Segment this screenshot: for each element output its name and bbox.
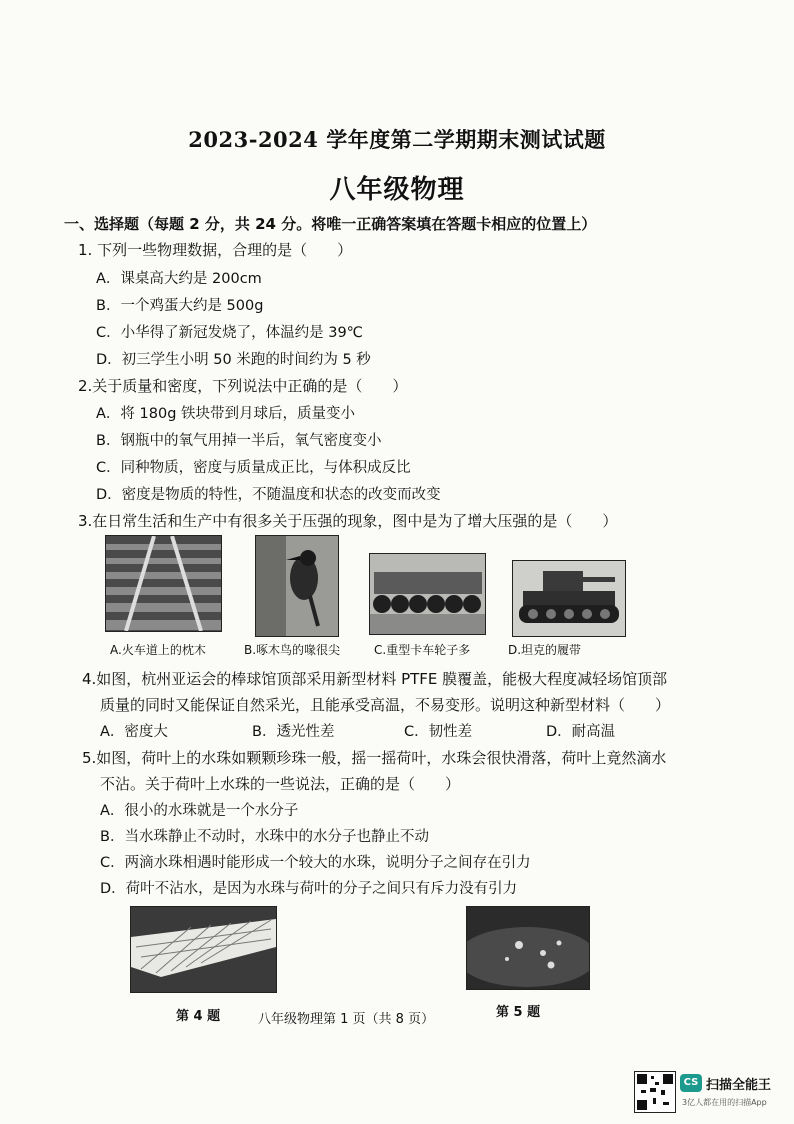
question-5-stem-line2: 不沾。关于荷叶上水珠的一些说法，正确的是（ ） bbox=[100, 775, 461, 793]
railway-sleepers-photo bbox=[105, 535, 222, 632]
question-1-option-c: C．小华得了新冠发烧了，体温约是 39℃ bbox=[96, 325, 363, 341]
question-5-option-b: B．当水珠静止不动时，水珠中的水分子也静止不动 bbox=[100, 829, 429, 845]
question-2-option-a: A．将 180g 铁块带到月球后，质量变小 bbox=[96, 406, 356, 422]
question-5-option-a: A．很小的水珠就是一个水分子 bbox=[100, 803, 299, 819]
scanner-logo: CS bbox=[680, 1074, 702, 1092]
caption-a: A.火车道上的枕木 bbox=[110, 643, 206, 657]
question-4-option-c: C．韧性差 bbox=[404, 724, 473, 740]
question-3-stem: 3.在日常生活和生产中有很多关于压强的现象，图中是为了增大压强的是（ ） bbox=[78, 512, 618, 530]
question-1-option-d: D．初三学生小明 50 米跑的时间约为 5 秒 bbox=[96, 352, 371, 368]
caption-b: B.啄木鸟的喙很尖 bbox=[244, 643, 341, 657]
question-5-stem-line1: 5.如图，荷叶上的水珠如颗颗珍珠一般，摇一摇荷叶，水珠会很快滑落，荷叶上竟然滴水 bbox=[82, 749, 667, 767]
heavy-truck-photo bbox=[369, 553, 486, 635]
caption-d: D.坦克的履带 bbox=[508, 643, 582, 657]
question-2-option-b: B．钢瓶中的氧气用掉一半后，氧气密度变小 bbox=[96, 433, 382, 449]
question-4-option-d: D．耐高温 bbox=[546, 724, 616, 740]
question-2-option-c: C．同种物质，密度与质量成正比，与体积成反比 bbox=[96, 460, 411, 476]
question-1-stem: 1. 下列一些物理数据，合理的是（ ） bbox=[78, 241, 353, 259]
section-heading: 一、选择题（每题 2 分，共 24 分。将唯一正确答案填在答题卡相应的位置上） bbox=[64, 215, 597, 233]
lotus-leaf-water-drops-photo bbox=[466, 906, 590, 990]
question-2-option-d: D．密度是物质的特性，不随温度和状态的改变而改变 bbox=[96, 487, 441, 503]
question-4-option-b: B．透光性差 bbox=[252, 724, 335, 740]
figure-5-label: 第 5 题 bbox=[496, 1005, 541, 1020]
scanner-tagline: 3亿人都在用的扫描App bbox=[682, 1098, 767, 1107]
figure-4-label: 第 4 题 bbox=[176, 1009, 221, 1024]
caption-c: C.重型卡车轮子多 bbox=[374, 643, 471, 657]
question-4-option-a: A．密度大 bbox=[100, 724, 168, 740]
exam-subtitle: 八年级物理 bbox=[329, 175, 465, 205]
question-2-stem: 2.关于质量和密度，下列说法中正确的是（ ） bbox=[78, 377, 408, 395]
stadium-roof-photo bbox=[130, 906, 277, 993]
question-1-option-a: A．课桌高大约是 200cm bbox=[96, 271, 262, 287]
woodpecker-photo bbox=[255, 535, 339, 637]
question-5-option-c: C．两滴水珠相遇时能形成一个较大的水珠，说明分子之间存在引力 bbox=[100, 855, 531, 871]
question-5-option-d: D．荷叶不沾水，是因为水珠与荷叶的分子之间只有斥力没有引力 bbox=[100, 881, 518, 897]
question-4-stem-line1: 4.如图，杭州亚运会的棒球馆顶部采用新型材料 PTFE 膜覆盖，能极大程度减轻场馆顶部 bbox=[82, 670, 668, 688]
question-1-option-b: B．一个鸡蛋大约是 500g bbox=[96, 298, 264, 314]
question-4-stem-line2: 质量的同时又能保证自然采光，且能承受高温，不易变形。说明这种新型材料（ ） bbox=[100, 696, 671, 714]
tank-photo bbox=[512, 560, 626, 637]
page-footer: 八年级物理第 1 页（共 8 页） bbox=[258, 1012, 435, 1027]
exam-title: 2023-2024 学年度第二学期期末测试试题 bbox=[188, 127, 606, 152]
scanner-app-name: 扫描全能王 bbox=[706, 1078, 772, 1093]
qr-code-icon bbox=[634, 1071, 676, 1113]
